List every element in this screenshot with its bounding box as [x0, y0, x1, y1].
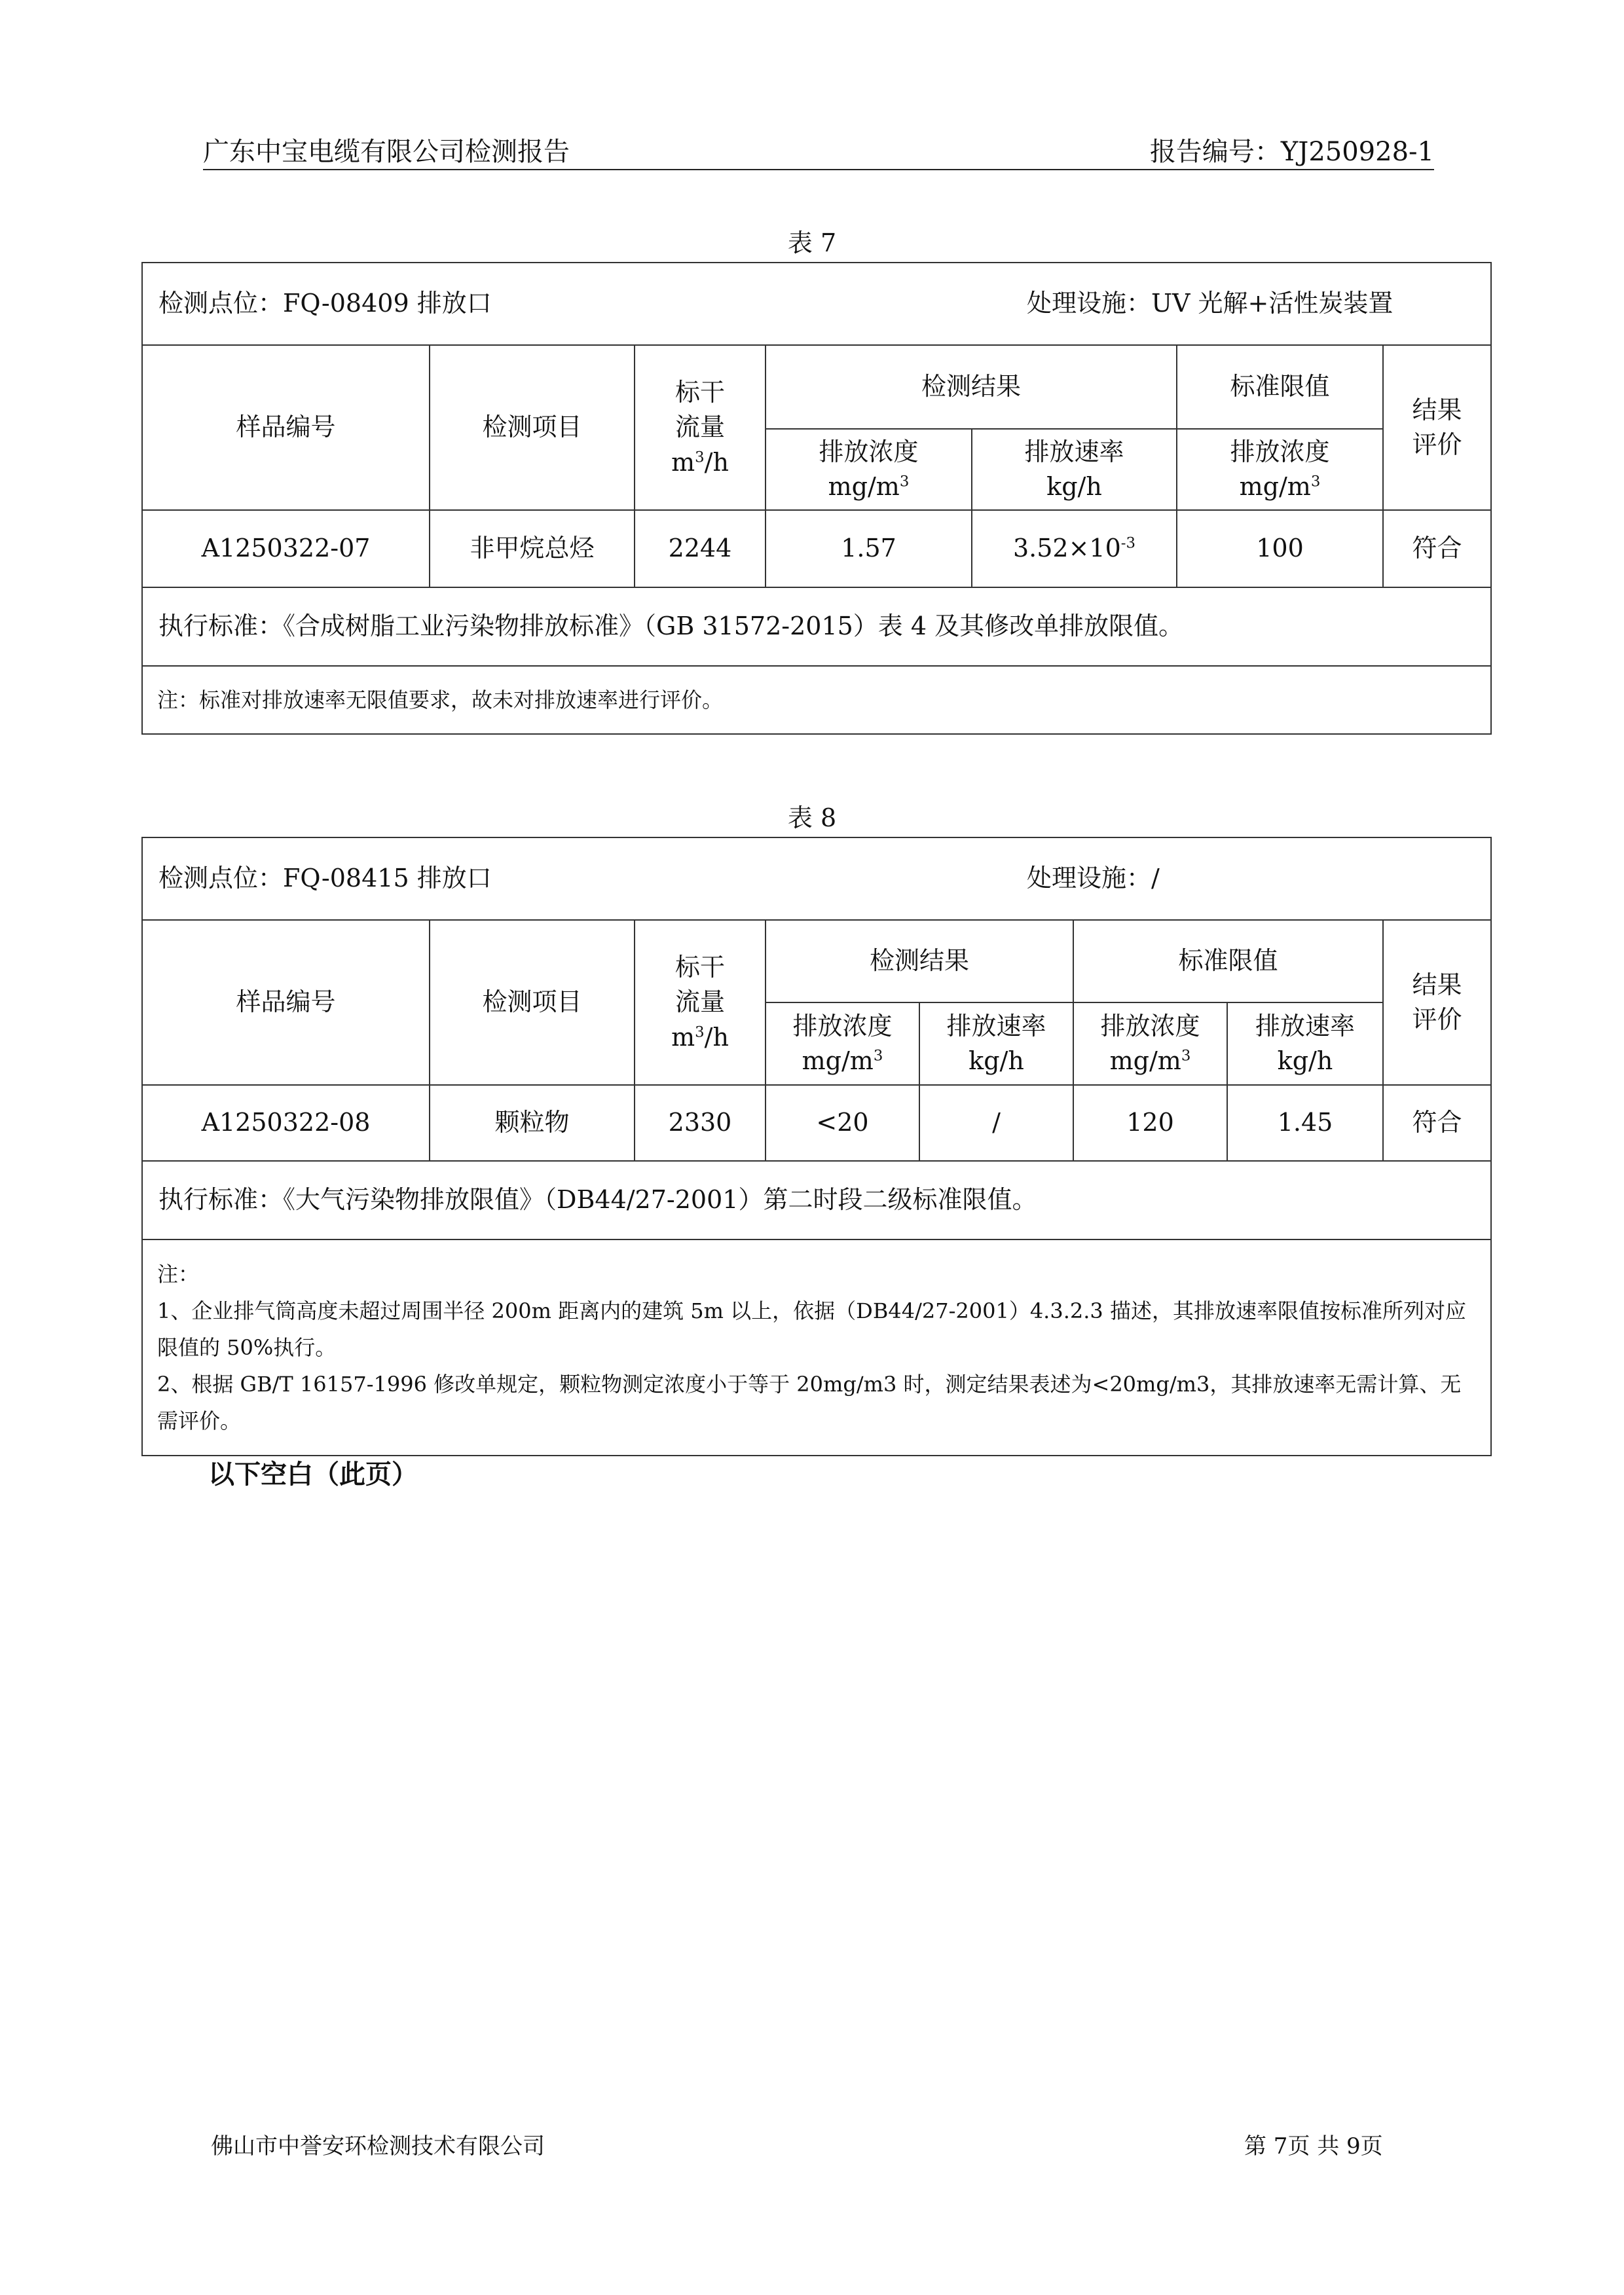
table7-cell-conc: 1.57: [766, 510, 972, 587]
table8-standard: 执行标准：《大气污染物排放限值》（DB44/27-2001）第二时段二级标准限值。: [142, 1161, 1491, 1239]
table8-cell-rate: /: [919, 1085, 1073, 1161]
table7-header-eval: 结果 评价: [1383, 345, 1491, 510]
table8-cell-limit-conc: 120: [1073, 1085, 1227, 1161]
footer-company: 佛山市中誉安环检测技术有限公司: [211, 2133, 545, 2159]
table8-header-item: 检测项目: [430, 920, 635, 1085]
table8-note-title: 注：: [157, 1262, 200, 1287]
table8-cell-eval: 符合: [1383, 1085, 1491, 1161]
table8-caption: 表 8: [787, 803, 837, 832]
table7-cell-sample: A1250322-07: [142, 510, 430, 587]
table8-cell-conc: <20: [766, 1085, 919, 1161]
table7-header-item: 检测项目: [430, 345, 635, 510]
table7-header-limit: 标准限值: [1177, 345, 1383, 429]
footer-page-number: 第 7页 共 9页: [1244, 2133, 1383, 2159]
table7-cell-eval: 符合: [1383, 510, 1491, 587]
table7-cell-item: 非甲烷总烃: [430, 510, 635, 587]
table8-header-eval: 结果 评价: [1383, 920, 1491, 1085]
table8-notes: [142, 1239, 1491, 1456]
table8-header-sample: 样品编号: [142, 920, 430, 1085]
header-company-title: 广东中宝电缆有限公司检测报告: [203, 137, 570, 167]
table8-cell-item: 颗粒物: [430, 1085, 635, 1161]
table8-cell-limit-rate: 1.45: [1227, 1085, 1383, 1161]
table7-header-limit-conc: 排放浓度 $mg/m^3$: [1177, 429, 1383, 510]
table8-header-result: 检测结果: [766, 920, 1073, 1002]
table7-cell-rate: $3.52\times 10^{-3}$: [972, 510, 1177, 587]
table8-cell-sample: A1250322-08: [142, 1085, 430, 1161]
table7-info-row: [142, 263, 1491, 345]
table7-header-result: 检测结果: [766, 345, 1177, 429]
table7-standard: 执行标准：《合成树脂工业污染物排放标准》（GB 31572-2015）表 4 及其修改单排放限值。: [142, 587, 1491, 666]
header-divider: [203, 169, 1434, 170]
table7-point: 检测点位：FQ-08409 排放口: [158, 289, 492, 318]
page-header: [203, 131, 1434, 169]
table7: [141, 262, 1492, 735]
table7-facility: 处理设施：UV 光解+活性炭装置: [1027, 289, 1393, 318]
table7-caption: 表 7: [787, 229, 837, 257]
table7-header-conc: 排放浓度 $mg/m^3$: [766, 429, 972, 510]
table8-header-limit-conc: 排放浓度 $mg/m^3$: [1073, 1002, 1227, 1085]
table8-info-row: [142, 837, 1491, 920]
table8-header-flow: 标干 流量 $m^3/h$: [635, 920, 766, 1085]
table-row: [142, 510, 1491, 587]
table7-note: 注：标准对排放速率无限值要求，故未对排放速率进行评价。: [142, 666, 1491, 734]
table8-facility: 处理设施：/: [1027, 864, 1160, 893]
blank-page-note: 以下空白（此页）: [208, 1460, 418, 1490]
table-row: [142, 1085, 1491, 1161]
table8-header-rate: 排放速率 kg/h: [919, 1002, 1073, 1085]
table7-header-rate: 排放速率 kg/h: [972, 429, 1177, 510]
table8-header-limit-rate: 排放速率 kg/h: [1227, 1002, 1383, 1085]
table8-header-conc: 排放浓度 $mg/m^3$: [766, 1002, 919, 1085]
table8: [141, 837, 1492, 1456]
table8-note-1: 1、企业排气筒高度未超过周围半径 200m 距离内的建筑 5m 以上，依据（DB44/27-2001）4.3.2.3 描述，其排放速率限值按标准所列对应限值的 50%执行。: [157, 1298, 1466, 1360]
table8-note-2: 2、根据 GB/T 16157-1996 修改单规定，颗粒物测定浓度小于等于 20mg/m3 时，测定结果表述为<20mg/m3，其排放速率无需计算、无需评价。: [157, 1372, 1462, 1433]
table7-header-sample: 样品编号: [142, 345, 430, 510]
table7-cell-limit-conc: 100: [1177, 510, 1383, 587]
table7-cell-flow: 2244: [635, 510, 766, 587]
header-report-number: 报告编号：YJ250928-1: [1149, 137, 1434, 167]
table8-point: 检测点位：FQ-08415 排放口: [158, 864, 492, 893]
table7-header-flow: 标干 流量 $m^3/h$: [635, 345, 766, 510]
table8-header-limit: 标准限值: [1073, 920, 1383, 1002]
table8-cell-flow: 2330: [635, 1085, 766, 1161]
